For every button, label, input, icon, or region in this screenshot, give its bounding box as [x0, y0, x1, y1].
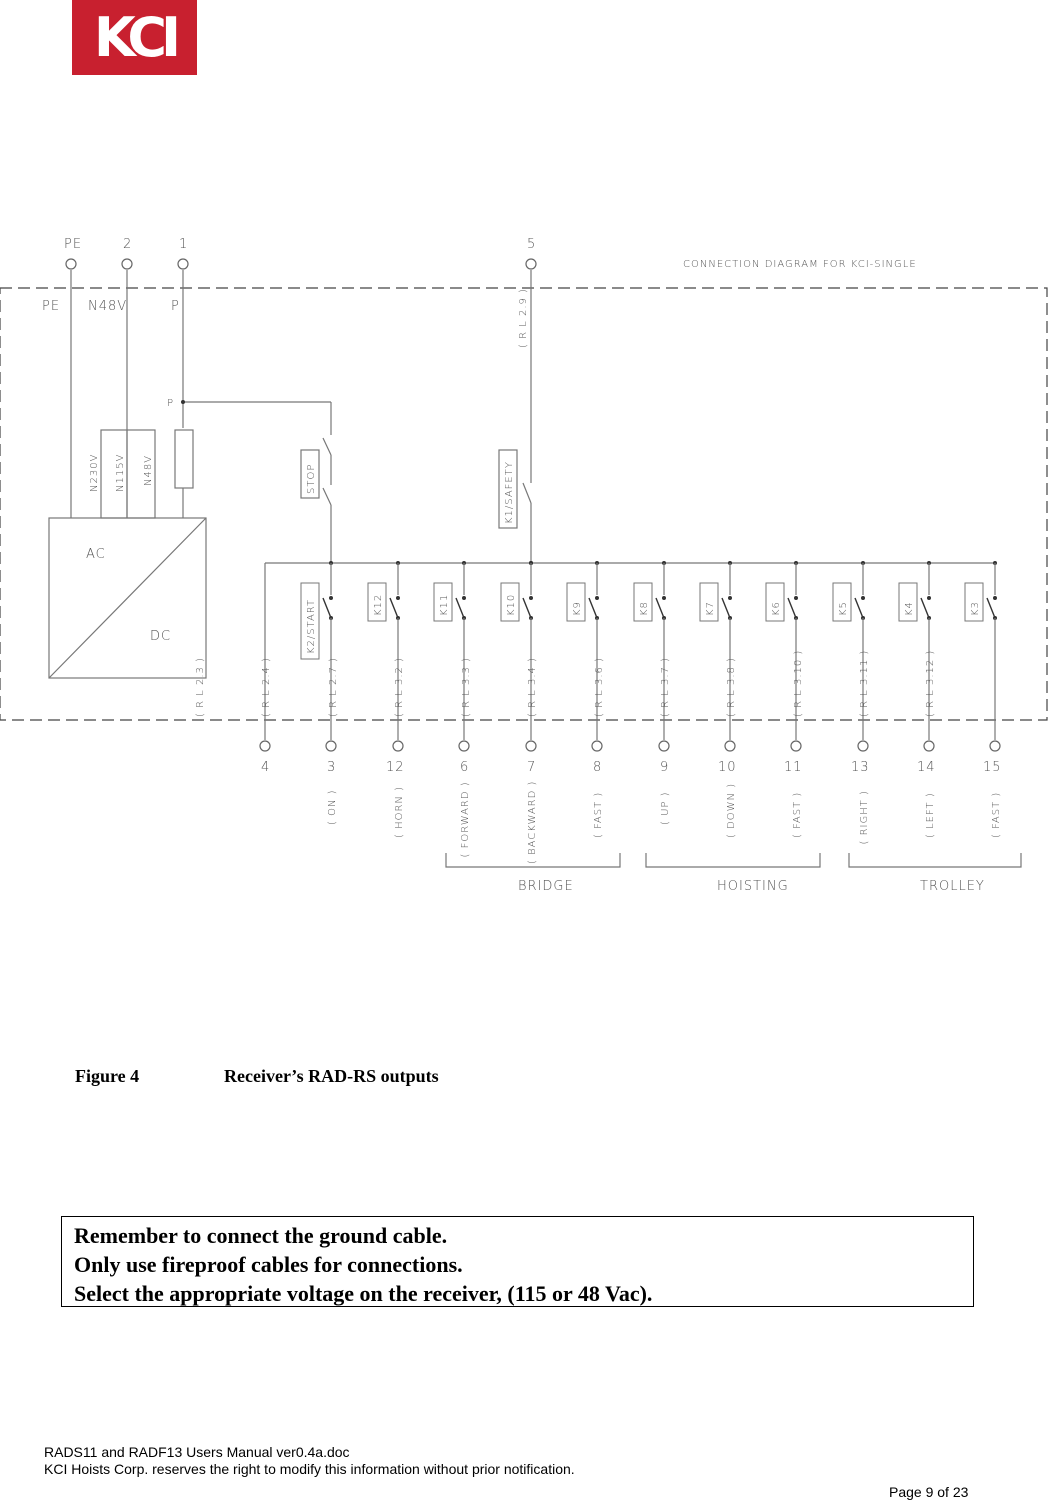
group-hoisting: HOISTING [717, 879, 789, 894]
relay-label: K9 [572, 601, 583, 616]
relay-label: K5 [838, 601, 849, 616]
group-trolley: TROLLEY [920, 879, 985, 894]
output-column [261, 563, 338, 825]
notice-box [61, 1216, 974, 1307]
rl-label: ( R L 3.2 ) [394, 657, 405, 717]
function-label: ( FAST ) [593, 791, 604, 838]
terminal-number: 3 [327, 760, 337, 775]
output-column [394, 561, 471, 858]
tap-n115v: N115V [115, 453, 126, 492]
terminal-number: 12 [386, 760, 405, 775]
notice-line-2: Only use fireproof cables for connections. [74, 1252, 463, 1277]
terminal-circle [659, 741, 669, 751]
terminal-number: 15 [983, 760, 1002, 775]
terminal-circle [725, 741, 735, 751]
function-label: ( UP ) [660, 791, 671, 825]
supply-n48v-label: N48V [88, 299, 128, 314]
connection-diagram [0, 230, 1048, 910]
function-label: ( FORWARD ) [460, 781, 471, 858]
rl-label: ( R L 3.11 ) [859, 649, 870, 717]
terminal-number: 6 [460, 760, 470, 775]
relay-contact [323, 598, 331, 618]
function-label: ( BACKWARD ) [527, 780, 538, 864]
node-p-label: P [167, 398, 175, 409]
diagram-title: CONNECTION DIAGRAM FOR KCI-SINGLE [683, 259, 917, 270]
notice-line-1: Remember to connect the ground cable. [74, 1223, 448, 1248]
relay-contact [589, 598, 597, 618]
terminal-circle [459, 741, 469, 751]
function-label: ( FAST ) [991, 791, 1002, 838]
relay-label: K3 [970, 601, 981, 616]
terminal-number: 13 [851, 760, 870, 775]
terminal-circle [791, 741, 801, 751]
terminal-number: 8 [593, 760, 603, 775]
terminal-circle [924, 741, 934, 751]
relay-label: K12 [373, 593, 384, 616]
terminal-circle [326, 741, 336, 751]
relay-contact [987, 598, 995, 618]
terminal-number: 10 [718, 760, 737, 775]
terminal-number: 11 [784, 760, 803, 775]
relay-label: K4 [904, 601, 915, 616]
notice-line-3: Select the appropriate voltage on the receiver, (115 or 48 Vac). [74, 1281, 653, 1306]
relay-label: K11 [439, 593, 450, 616]
safety-label: K1/SAFETY [504, 461, 515, 524]
terminal-circle [526, 741, 536, 751]
kci-logo [72, 0, 197, 75]
terminal-circle [858, 741, 868, 751]
terminal-circle [990, 741, 1000, 751]
relay-label: K6 [771, 601, 782, 616]
output-column [925, 561, 1002, 838]
function-label: ( RIGHT ) [859, 790, 870, 845]
rl-label: ( R L 3.6 ) [594, 657, 605, 717]
rl-label: ( R L 3.10 ) [793, 649, 804, 717]
function-label: ( ON ) [327, 789, 338, 825]
relay-contact [656, 598, 664, 618]
terminal-2-label: 2 [123, 237, 133, 252]
terminal-5-label: 5 [527, 237, 537, 252]
relay-contact [722, 598, 730, 618]
footer-doc-name: RADS11 and RADF13 Users Manual ver0.4a.doc [44, 1444, 350, 1460]
relay-contact [855, 598, 863, 618]
relay-label: K8 [639, 601, 650, 616]
psu-dc-label: DC [150, 629, 172, 644]
terminal-number: 14 [917, 760, 936, 775]
supply-p-label: P [171, 299, 180, 314]
relay-contact [456, 598, 464, 618]
terminal-number: 4 [261, 760, 271, 775]
terminal-number: 9 [660, 760, 670, 775]
relay-contact [523, 598, 531, 618]
page-number: Page 9 of 23 [889, 1484, 969, 1500]
rl-label: ( R L 3.8 ) [726, 657, 737, 717]
tap-n230v: N230V [89, 453, 100, 492]
rl-label: ( R L 2.7 ) [328, 657, 339, 717]
relay-contact [390, 598, 398, 618]
function-label: ( HORN ) [394, 786, 405, 838]
terminal-pe-label: PE [64, 237, 83, 252]
relay-label: K7 [705, 601, 716, 616]
logo-text: KCI [93, 6, 176, 69]
function-label: ( LEFT ) [925, 792, 936, 838]
relay-contact [921, 598, 929, 618]
function-label: ( FAST ) [792, 791, 803, 838]
terminal-circle [592, 741, 602, 751]
figure-title: Receiver’s RAD-RS outputs [224, 1066, 439, 1086]
footer [44, 1444, 575, 1478]
tap-n48v: N48V [143, 454, 154, 486]
function-label: ( DOWN ) [726, 782, 737, 838]
terminal-circle [393, 741, 403, 751]
rl-label: ( R L 3.12 ) [925, 649, 936, 717]
supply-pe-label: PE [42, 299, 61, 314]
terminal-number: 7 [527, 760, 537, 775]
safety-rl-label: ( R L 2.9 ) [518, 288, 529, 348]
relay-label: K10 [506, 593, 517, 616]
rl-label: ( R L 3.4 ) [527, 657, 538, 717]
rl-label: ( R L 2.4 ) [261, 657, 272, 717]
terminal-circle [260, 741, 270, 751]
psu-ac-label: AC [86, 547, 106, 562]
rl-label: ( R L 3.3 ) [461, 657, 472, 717]
figure-number: Figure 4 [75, 1066, 140, 1086]
terminal-1-label: 1 [179, 237, 189, 252]
rl-label: ( R L 3.7 ) [660, 657, 671, 717]
footer-disclaimer: KCI Hoists Corp. reserves the right to modify this information without prior notification. [44, 1461, 575, 1477]
relay-label: K2/START [306, 598, 317, 654]
relay-contact [788, 598, 796, 618]
stop-label: STOP [306, 463, 317, 494]
rl-label: ( R L 2.3 ) [195, 657, 206, 717]
group-bridge: BRIDGE [518, 879, 574, 894]
output-column [726, 561, 803, 838]
output-column [527, 561, 604, 838]
